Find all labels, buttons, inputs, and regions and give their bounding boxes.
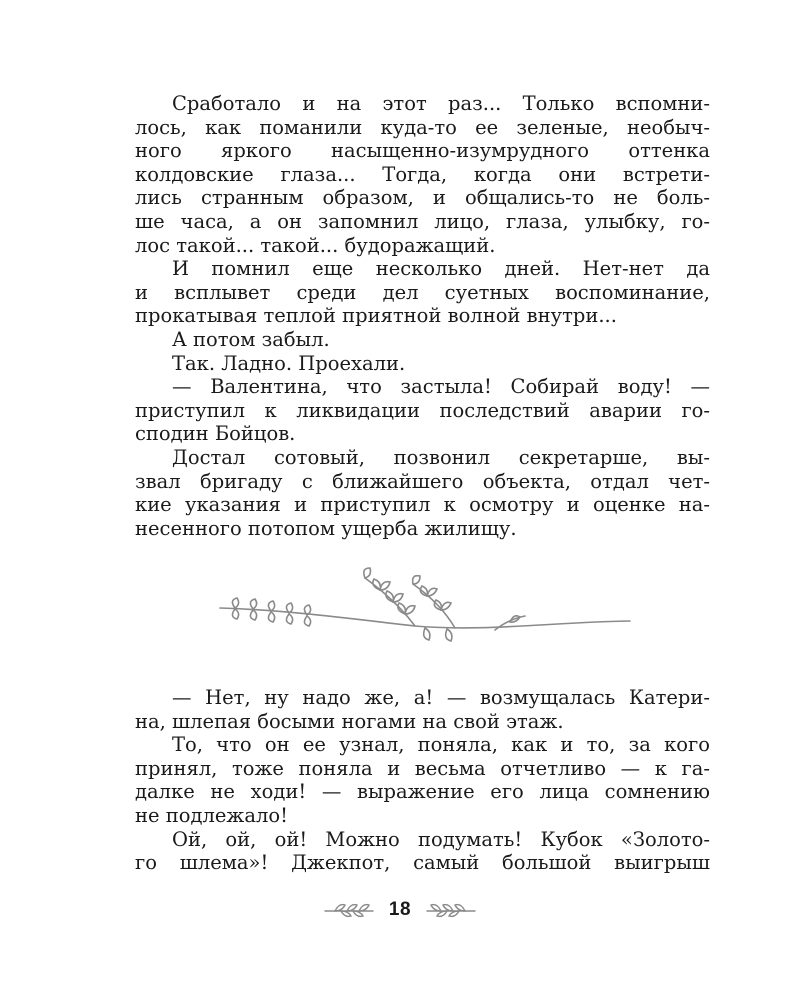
leafy-branch-icon [215,566,635,656]
text-line: ше часа, а он запомнил лицо, глаза, улыбку, го- [135,209,710,233]
text-line: — Валентина, что застыла! Собирай воду! — [172,375,710,399]
sprig-right-icon [425,902,477,918]
text-line: А потом забыл. [172,327,330,351]
sprig-left-icon [323,902,375,918]
text-line: несенного потопом ущерба жилищу. [135,516,517,540]
text-line: колдовские глаза... Тогда, когда они встрети- [135,162,710,186]
text-line: Сработало и на этот раз... Только вспомни- [172,92,710,115]
text-line: приступил к ликвидации последствий аварии го- [135,398,710,422]
text-line: звал бригаду с ближайшего объекта, отдал чет- [135,469,710,493]
text-line: кие указания и приступил к осмотру и оценке на- [135,493,710,517]
text-line: далке не ходи! — выражение его лица сомнению [135,780,710,804]
text-section-1 [135,92,710,540]
text-line: лись странным образом, и общались-то не боль- [135,186,710,210]
text-section-2 [135,686,710,875]
text-line: и всплывет среди дел суетных воспоминание, [135,280,710,304]
text-line: Достал сотовый, позвонил секретарше, вы- [172,445,710,469]
text-line: на, шлепая босыми ногами на свой этаж. [135,709,564,733]
text-line: лос такой... такой... будоражащий. [135,233,496,257]
text-line: лось, как поманили куда-то ее зеленые, необыч- [135,115,710,139]
text-line: не подлежало! [135,803,288,827]
text-line: прокатывая теплой приятной волной внутри... [135,304,617,328]
text-line: го шлема»! Джекпот, самый большой выигрыш [135,851,710,875]
page-number: 18 [388,899,412,920]
text-line: То, что он ее узнал, поняла, как и то, за кого [172,733,710,757]
text-line: Ой, ой, ой! Можно подумать! Кубок «Золото- [172,827,710,851]
text-line: сподин Бойцов. [135,422,296,446]
text-line: — Нет, ну надо же, а! — возмущалась Катери- [172,686,710,709]
text-line: ного яркого насыщенно-изумрудного оттенка [135,139,710,163]
text-line: Так. Ладно. Проехали. [172,351,406,375]
page-footer [0,895,800,925]
text-line: принял, тоже поняла и весьма отчетливо — к га- [135,756,710,780]
text-line: И помнил еще несколько дней. Нет-нет да [172,257,710,281]
